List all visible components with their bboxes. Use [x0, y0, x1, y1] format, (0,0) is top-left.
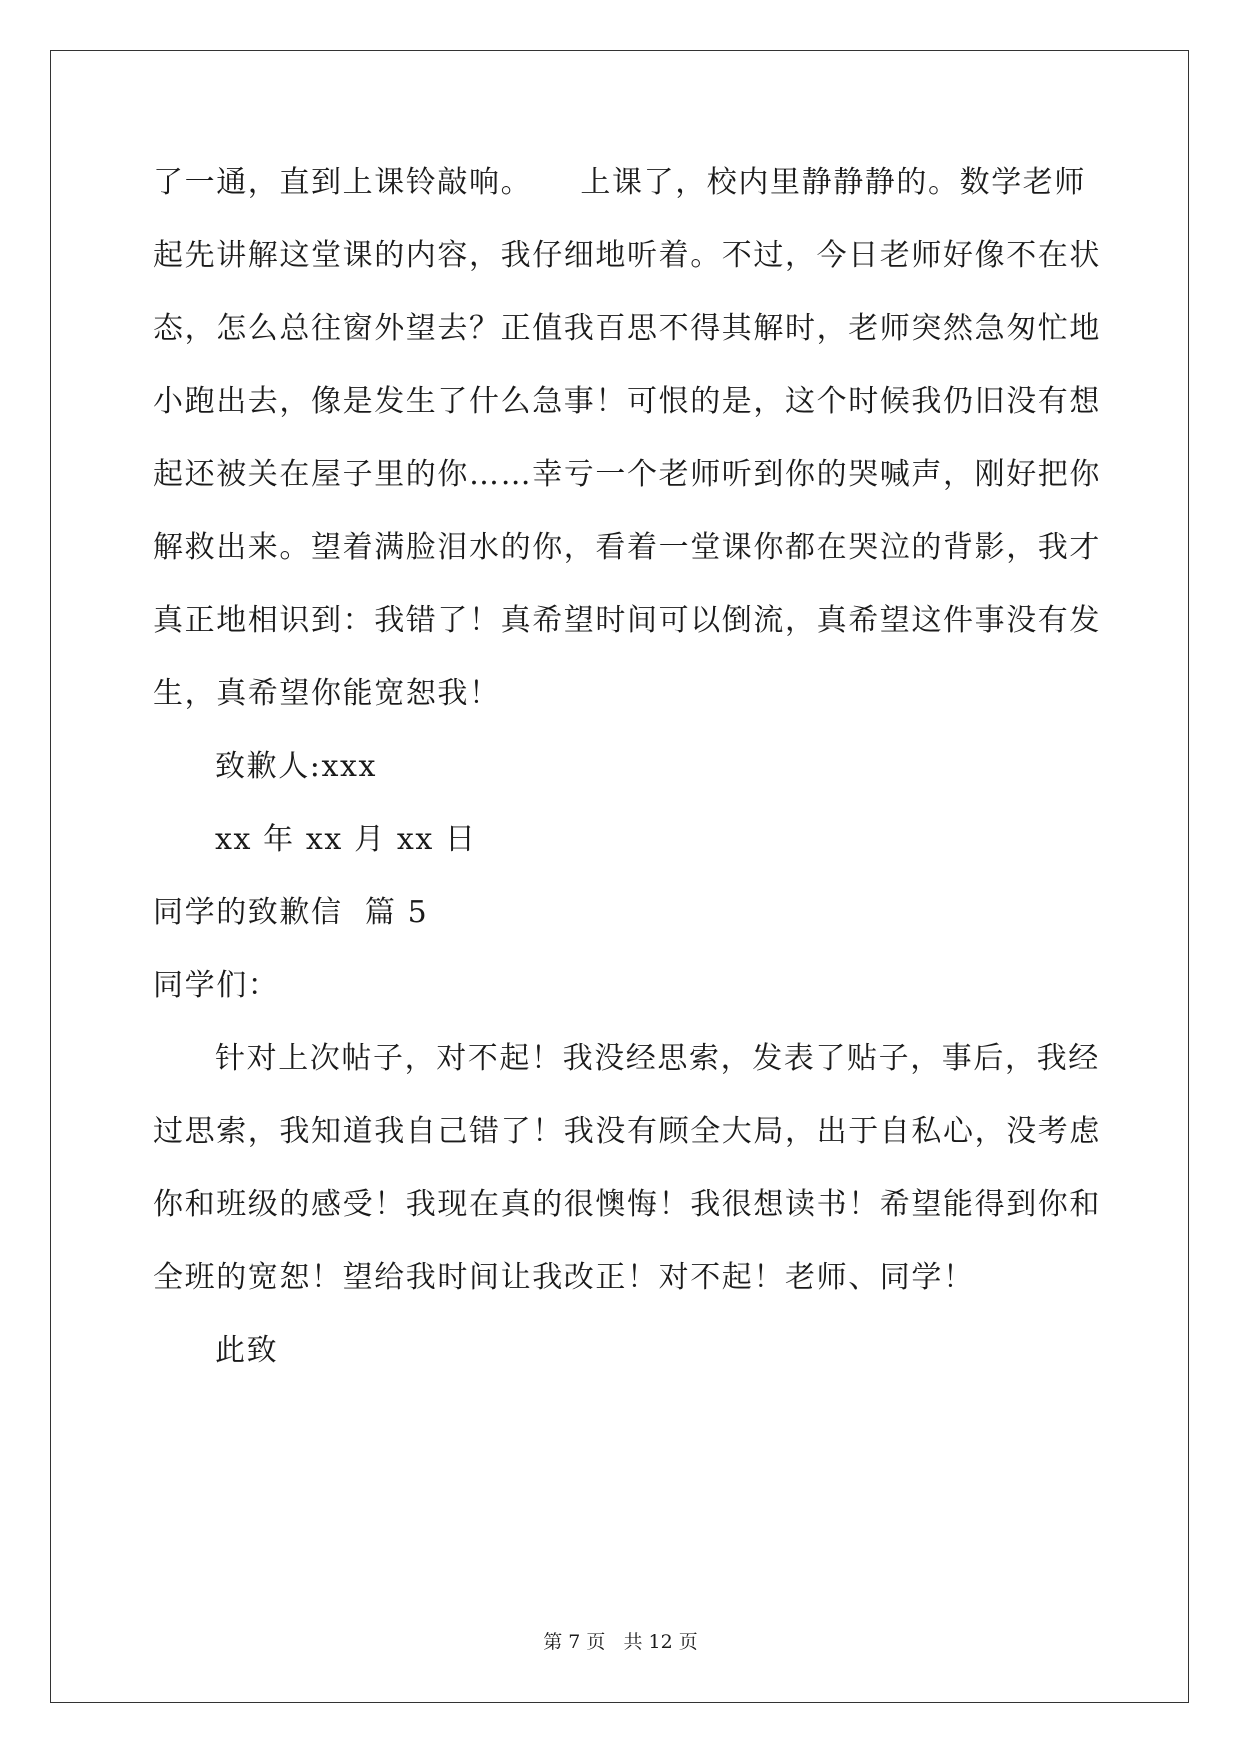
text-line: 起还被关在屋子里的你……幸亏一个老师听到你的哭喊声，刚好把你	[153, 457, 1101, 492]
page-number: 第 7 页 共 12 页	[543, 1631, 698, 1653]
date-line: xx 年 xx 月 xx 日	[215, 822, 477, 857]
body-line: 针对上次帖子，对不起！我没经思索，发表了贴子，事后，我经	[215, 1041, 1100, 1076]
body-line: 你和班级的感受！我现在真的很懊悔！我很想读书！希望能得到你和	[153, 1187, 1101, 1222]
text-line: 解救出来。望着满脸泪水的你，看着一堂课你都在哭泣的背影，我才	[153, 530, 1101, 565]
body-line: 全班的宽恕！望给我时间让我改正！对不起！老师、同学！	[153, 1260, 975, 1295]
page-frame	[50, 50, 1189, 1703]
salutation: 同学们：	[153, 968, 280, 1003]
closing: 此致	[215, 1333, 279, 1368]
text-line: 态，怎么总往窗外望去？正值我百思不得其解时，老师突然急匆忙地	[153, 311, 1101, 346]
text-line: 了一通，直到上课铃敲响。 上课了，校内里静静静的。数学老师	[153, 165, 1086, 200]
text-line: 生，真希望你能宽恕我！	[153, 676, 501, 711]
section-title: 同学的致歉信 篇 5	[153, 895, 429, 930]
text-line: 真正地相识到：我错了！真希望时间可以倒流，真希望这件事没有发	[153, 603, 1101, 638]
text-line: 小跑出去，像是发生了什么急事！可恨的是，这个时候我仍旧没有想	[153, 384, 1101, 419]
body-line: 过思索，我知道我自己错了！我没有顾全大局，出于自私心，没考虑	[153, 1114, 1101, 1149]
signature: 致歉人:xxx	[215, 749, 378, 784]
text-line: 起先讲解这堂课的内容，我仔细地听着。不过，今日老师好像不在状	[153, 238, 1101, 273]
